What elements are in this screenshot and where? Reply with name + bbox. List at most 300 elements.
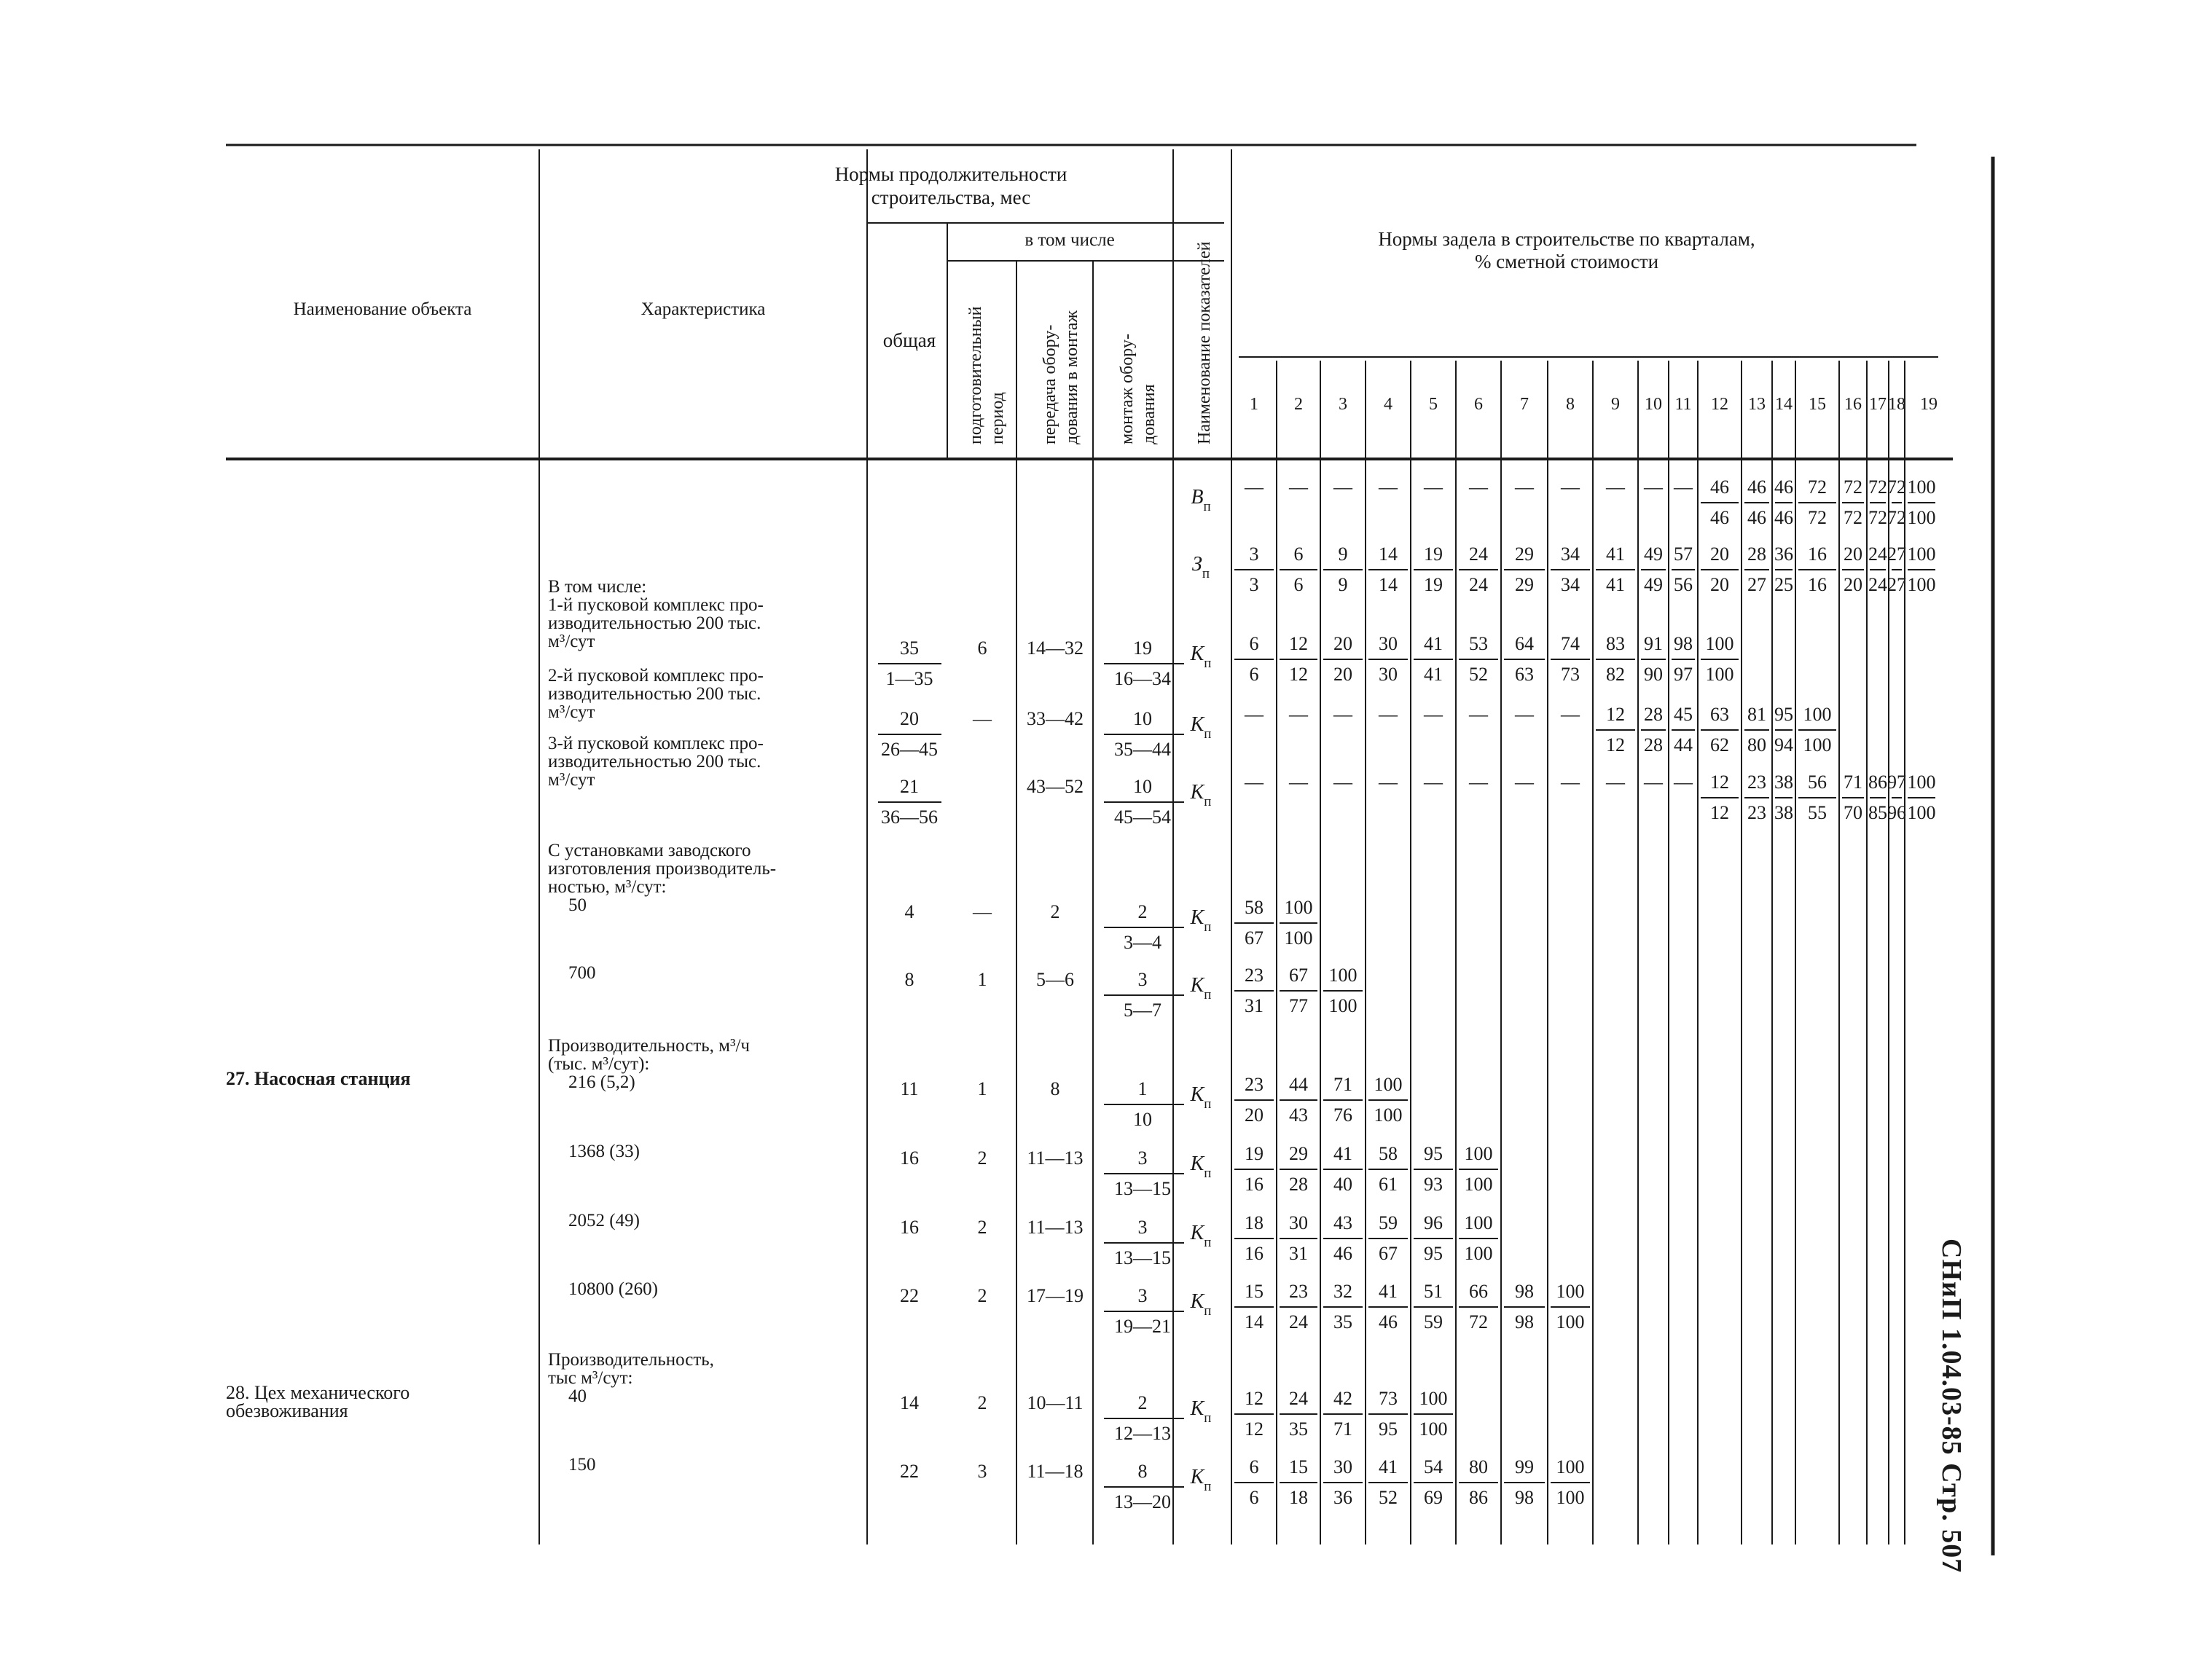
quarter-value: 94	[1774, 734, 1793, 755]
quarter-value: 27	[1887, 543, 1906, 565]
quarter-number: 6	[1474, 395, 1483, 414]
quarter-value: 42	[1333, 1388, 1352, 1409]
quarter-value: —	[1379, 772, 1398, 793]
mounting-value: 45—54	[1114, 806, 1171, 828]
quarter-value: 46	[1710, 507, 1729, 528]
transfer-value: 11—13	[1027, 1217, 1084, 1238]
quarter-number: 19	[1920, 395, 1938, 414]
quarter-value: —	[1515, 772, 1534, 793]
equipment-mounting-header: дования	[1140, 384, 1159, 444]
characteristic-text: 40	[568, 1386, 587, 1406]
mounting-value: 1	[1137, 1078, 1148, 1099]
quarter-value: 83	[1606, 633, 1625, 654]
total-duration: 21	[900, 776, 919, 797]
quarter-value: 58	[1245, 897, 1264, 918]
quarter-value: 71	[1333, 1074, 1352, 1095]
characteristic-text: 1368 (33)	[568, 1142, 640, 1161]
quarter-value: 96	[1424, 1212, 1443, 1233]
quarter-value: 12	[1289, 664, 1308, 685]
quarter-number: 1	[1250, 395, 1258, 414]
quarter-number: 10	[1645, 395, 1662, 414]
quarter-value: 38	[1774, 772, 1793, 793]
equipment-transfer-header: передача обору-	[1041, 324, 1059, 444]
quarter-value: 40	[1333, 1174, 1352, 1195]
prep-period-value: 2	[977, 1147, 987, 1169]
quarter-value: 27	[1747, 574, 1766, 595]
quarter-value: 69	[1424, 1487, 1443, 1508]
quarter-value: 38	[1774, 802, 1793, 823]
mounting-value: 13—20	[1114, 1491, 1171, 1512]
quarter-number: 2	[1294, 395, 1303, 414]
quarter-value: 98	[1674, 633, 1693, 654]
prep-period-value: 2	[977, 1217, 987, 1238]
quarter-value: 59	[1424, 1311, 1443, 1332]
characteristic-text: 1-й пусковой комплекс про-	[548, 595, 764, 615]
quarter-value: 16	[1245, 1174, 1264, 1195]
transfer-value: 5—6	[1036, 969, 1074, 990]
quarter-value: 96	[1887, 802, 1906, 823]
mounting-value: 19	[1133, 637, 1152, 659]
quarter-value: 20	[1333, 633, 1352, 654]
equipment-mounting-header: монтаж обору-	[1118, 334, 1137, 444]
quarter-value: —	[1289, 476, 1308, 498]
quarter-value: 93	[1424, 1174, 1443, 1195]
quarter-value: 98	[1515, 1311, 1534, 1332]
mounting-value: 8	[1137, 1461, 1148, 1482]
quarter-value: 23	[1747, 772, 1766, 793]
quarter-value: 97	[1674, 664, 1693, 685]
quarter-value: 86	[1469, 1487, 1488, 1508]
quarter-value: 24	[1289, 1388, 1308, 1409]
quarter-value: 46	[1747, 507, 1766, 528]
quarter-value: 30	[1289, 1212, 1308, 1233]
mounting-value: 13—15	[1114, 1247, 1171, 1268]
quarter-value: 35	[1289, 1418, 1308, 1440]
mounting-value: 2	[1137, 901, 1148, 922]
quarter-value: 6	[1249, 633, 1259, 654]
including-header: в том числе	[1025, 230, 1115, 250]
prep-period-value: 6	[977, 637, 987, 659]
total-duration: 1—35	[885, 668, 933, 689]
quarter-value: —	[1245, 476, 1264, 498]
quarter-value: 28	[1747, 543, 1766, 565]
quarter-value: —	[1424, 704, 1443, 725]
quarter-value: 14	[1245, 1311, 1264, 1332]
characteristic-text: изводительностью 200 тыс.	[548, 684, 761, 704]
quarter-value: 19	[1245, 1143, 1264, 1164]
mounting-value: 3	[1137, 1217, 1148, 1238]
quarter-value: 77	[1289, 995, 1308, 1016]
quarter-value: 41	[1333, 1143, 1352, 1164]
quarter-value: 67	[1245, 927, 1264, 949]
quarter-value: 12	[1289, 633, 1308, 654]
backlog-norms-header: Нормы задела в строительстве по кварталам,	[1378, 228, 1755, 250]
indicator-symbol: $З_п$	[1191, 553, 1210, 581]
transfer-value: 43—52	[1027, 776, 1084, 797]
quarter-number: 12	[1711, 395, 1728, 414]
characteristic-text: В том числе:	[548, 577, 647, 597]
quarter-value: 66	[1469, 1281, 1488, 1302]
quarter-value: —	[1644, 476, 1663, 498]
quarter-value: —	[1469, 772, 1488, 793]
quarter-value: —	[1379, 476, 1398, 498]
quarter-value: 6	[1293, 543, 1304, 565]
mounting-value: 16—34	[1114, 668, 1171, 689]
quarter-value: 95	[1774, 704, 1793, 725]
prep-period-header: период	[988, 392, 1007, 444]
quarter-value: —	[1289, 772, 1308, 793]
quarter-value: 6	[1249, 1456, 1259, 1477]
characteristic-text: 50	[568, 895, 587, 915]
quarter-value: 72	[1868, 507, 1887, 528]
quarter-value: 54	[1424, 1456, 1443, 1477]
prep-period-value: —	[973, 901, 992, 922]
quarter-number: 15	[1809, 395, 1826, 414]
quarter-value: —	[1561, 704, 1580, 725]
quarter-value: 3	[1249, 543, 1259, 565]
indicator-symbol: $К_п$	[1190, 1466, 1212, 1494]
quarter-value: 100	[1328, 995, 1358, 1016]
characteristic-text: м³/сут	[548, 702, 595, 722]
quarter-value: —	[1515, 704, 1534, 725]
transfer-value: 8	[1050, 1078, 1060, 1099]
indicator-symbol: $К_п$	[1190, 643, 1212, 671]
quarter-value: 46	[1774, 507, 1793, 528]
quarter-value: 28	[1644, 734, 1663, 755]
indicator-symbol: $К_п$	[1190, 906, 1212, 935]
quarter-value: 100	[1556, 1456, 1585, 1477]
quarter-value: —	[1515, 476, 1534, 498]
object-name: 28. Цех механического	[226, 1382, 410, 1403]
indicator-symbol: $К_п$	[1190, 1397, 1212, 1426]
quarter-value: 52	[1379, 1487, 1398, 1508]
quarter-value: —	[1469, 704, 1488, 725]
quarter-value: 61	[1379, 1174, 1398, 1195]
quarter-value: 100	[1374, 1104, 1403, 1126]
quarter-value: 100	[1419, 1418, 1448, 1440]
quarter-value: 23	[1289, 1281, 1308, 1302]
quarter-value: 100	[1556, 1281, 1585, 1302]
quarter-value: 56	[1674, 574, 1693, 595]
indicator-symbol: $К_п$	[1190, 1222, 1212, 1250]
quarter-value: —	[1644, 772, 1663, 793]
quarter-value: 100	[1907, 476, 1936, 498]
quarter-value: 36	[1774, 543, 1793, 565]
quarter-value: 24	[1469, 543, 1488, 565]
quarter-value: 98	[1515, 1281, 1534, 1302]
characteristic-text: 3-й пусковой комплекс про-	[548, 734, 764, 753]
quarter-value: 64	[1515, 633, 1534, 654]
quarter-value: 41	[1379, 1281, 1398, 1302]
mounting-value: 35—44	[1114, 739, 1171, 760]
quarter-value: 3	[1249, 574, 1259, 595]
prep-period-header: подготовительный	[966, 306, 985, 444]
quarter-value: 100	[1374, 1074, 1403, 1095]
quarter-value: 6	[1249, 664, 1259, 685]
quarter-value: 15	[1289, 1456, 1308, 1477]
characteristic-text: ностью, м³/сут:	[548, 877, 667, 897]
quarter-value: 63	[1710, 704, 1729, 725]
mounting-value: 10	[1133, 776, 1152, 797]
characteristic-text: 700	[568, 963, 596, 983]
quarter-value: 85	[1868, 802, 1887, 823]
quarter-value: —	[1606, 476, 1625, 498]
quarter-value: —	[1333, 772, 1352, 793]
quarter-value: 34	[1561, 543, 1580, 565]
quarter-value: 100	[1328, 965, 1358, 986]
mounting-value: 13—15	[1114, 1178, 1171, 1199]
quarter-value: 20	[1710, 543, 1729, 565]
quarter-value: 23	[1245, 965, 1264, 986]
quarter-value: 56	[1808, 772, 1827, 793]
indicator-symbol: $К_п$	[1190, 1153, 1212, 1181]
quarter-value: 53	[1469, 633, 1488, 654]
characteristic-text: Производительность, м³/ч	[548, 1036, 750, 1056]
quarter-value: 49	[1644, 543, 1663, 565]
quarter-value: 20	[1844, 574, 1862, 595]
prep-period-value: 3	[977, 1461, 987, 1482]
mounting-value: 2	[1137, 1392, 1148, 1413]
quarter-value: 72	[1844, 507, 1862, 528]
quarter-value: —	[1333, 704, 1352, 725]
object-name: обезвоживания	[226, 1400, 348, 1421]
quarter-value: 100	[1907, 543, 1936, 565]
quarter-value: 100	[1464, 1212, 1493, 1233]
quarter-value: 20	[1710, 574, 1729, 595]
quarter-value: 43	[1289, 1104, 1308, 1126]
quarter-value: 12	[1606, 734, 1625, 755]
quarter-value: 72	[1887, 507, 1906, 528]
quarter-value: 100	[1464, 1174, 1493, 1195]
quarter-value: 49	[1644, 574, 1663, 595]
quarter-value: 100	[1705, 664, 1734, 685]
quarter-value: 80	[1747, 734, 1766, 755]
characteristic-text: 10800 (260)	[568, 1279, 658, 1299]
quarter-value: 100	[1284, 897, 1313, 918]
quarter-value: 12	[1710, 772, 1729, 793]
quarter-value: 12	[1710, 802, 1729, 823]
quarter-number: 5	[1429, 395, 1438, 414]
quarter-number: 16	[1844, 395, 1862, 414]
backlog-norms-header: % сметной стоимости	[1474, 251, 1659, 272]
quarter-value: 16	[1808, 543, 1827, 565]
quarter-value: 43	[1333, 1212, 1352, 1233]
quarter-value: 95	[1424, 1243, 1443, 1264]
mounting-value: 10	[1133, 708, 1152, 729]
quarter-value: 86	[1868, 772, 1887, 793]
quarter-value: 67	[1289, 965, 1308, 986]
quarter-value: —	[1606, 772, 1625, 793]
quarter-value: 25	[1774, 574, 1793, 595]
object-name-header: Наименование объекта	[293, 299, 472, 319]
characteristic-text: (тыс. м³/сут):	[548, 1054, 650, 1074]
quarter-value: 15	[1245, 1281, 1264, 1302]
total-duration: 4	[904, 901, 914, 922]
characteristic-text: м³/сут	[548, 770, 595, 790]
quarter-value: 51	[1424, 1281, 1443, 1302]
quarter-value: 63	[1515, 664, 1534, 685]
quarter-value: —	[1245, 704, 1264, 725]
characteristic-text: изводительностью 200 тыс.	[548, 613, 761, 633]
equipment-transfer-header: дования в монтаж	[1062, 310, 1081, 444]
quarter-value: 100	[1419, 1388, 1448, 1409]
quarter-value: 30	[1333, 1456, 1352, 1477]
quarter-value: 62	[1710, 734, 1729, 755]
quarter-number: 8	[1566, 395, 1575, 414]
quarter-value: 80	[1469, 1456, 1488, 1477]
quarter-value: 58	[1379, 1143, 1398, 1164]
total-duration: 8	[904, 969, 914, 990]
transfer-value: 17—19	[1027, 1285, 1084, 1306]
quarter-number: 9	[1611, 395, 1620, 414]
indicator-symbol: $К_п$	[1190, 713, 1212, 742]
characteristic-text: м³/сут	[548, 632, 595, 651]
quarter-value: —	[1561, 476, 1580, 498]
total-duration: 11	[900, 1078, 919, 1099]
quarter-value: —	[1333, 476, 1352, 498]
quarter-value: 72	[1469, 1311, 1488, 1332]
total-duration: 26—45	[881, 739, 938, 760]
quarter-value: 46	[1710, 476, 1729, 498]
quarter-value: 20	[1333, 664, 1352, 685]
quarter-value: 9	[1338, 574, 1348, 595]
quarter-number: 3	[1339, 395, 1347, 414]
quarter-value: —	[1289, 704, 1308, 725]
quarter-value: 16	[1245, 1243, 1264, 1264]
indicator-symbol: $К_п$	[1190, 781, 1212, 809]
characteristic-text: 2052 (49)	[568, 1211, 640, 1230]
quarter-value: 46	[1774, 476, 1793, 498]
duration-norms-header: строительства, мес	[871, 187, 1031, 208]
total-header: общая	[882, 329, 936, 351]
quarter-value: 29	[1515, 574, 1534, 595]
quarter-value: 36	[1333, 1487, 1352, 1508]
page-side-label: СНиП 1.04.03-85 Стр. 507	[1936, 1239, 1967, 1574]
characteristic-text: С установками заводского	[548, 841, 751, 860]
mounting-value: 3	[1137, 1285, 1148, 1306]
mounting-value: 3—4	[1124, 932, 1161, 953]
transfer-value: 33—42	[1027, 708, 1084, 729]
quarter-value: 41	[1424, 633, 1443, 654]
quarter-number: 13	[1748, 395, 1766, 414]
quarter-value: 18	[1289, 1487, 1308, 1508]
characteristic-text: 2-й пусковой комплекс про-	[548, 666, 764, 686]
total-duration: 22	[900, 1461, 919, 1482]
mounting-value: 5—7	[1124, 1000, 1161, 1021]
quarter-value: 100	[1464, 1243, 1493, 1264]
quarter-value: 27	[1887, 574, 1906, 595]
quarter-value: —	[1561, 772, 1580, 793]
total-duration: 20	[900, 708, 919, 729]
quarter-value: 99	[1515, 1456, 1534, 1477]
mounting-value: 3	[1137, 969, 1148, 990]
quarter-value: 35	[1333, 1311, 1352, 1332]
indicator-symbol: $К_п$	[1190, 974, 1212, 1002]
quarter-value: 76	[1333, 1104, 1352, 1126]
quarter-number: 18	[1888, 395, 1905, 414]
transfer-value: 14—32	[1027, 637, 1084, 659]
quarter-value: 100	[1556, 1487, 1585, 1508]
quarter-value: 100	[1705, 633, 1734, 654]
mounting-value: 3	[1137, 1147, 1148, 1169]
quarter-value: 18	[1245, 1212, 1264, 1233]
characteristic-text: 150	[568, 1455, 596, 1475]
quarter-value: 90	[1644, 664, 1663, 685]
quarter-value: 45	[1674, 704, 1693, 725]
quarter-value: 16	[1808, 574, 1827, 595]
duration-norms-header: Нормы продолжительности	[834, 163, 1067, 185]
quarter-value: 100	[1464, 1143, 1493, 1164]
indicator-symbol: $К_п$	[1190, 1083, 1212, 1112]
quarter-value: 82	[1606, 664, 1625, 685]
quarter-value: 23	[1747, 802, 1766, 823]
quarter-value: —	[1674, 772, 1693, 793]
indicator-symbol: $В_п$	[1191, 486, 1211, 514]
quarter-value: 34	[1561, 574, 1580, 595]
quarter-number: 11	[1674, 395, 1692, 414]
characteristic-text: 216 (5,2)	[568, 1072, 635, 1092]
quarter-value: 46	[1333, 1243, 1352, 1264]
quarter-value: 20	[1245, 1104, 1264, 1126]
quarter-value: 95	[1424, 1143, 1443, 1164]
quarter-value: 81	[1747, 704, 1766, 725]
quarter-value: 46	[1747, 476, 1766, 498]
quarter-value: 29	[1289, 1143, 1308, 1164]
prep-period-value: 2	[977, 1392, 987, 1413]
quarter-value: 12	[1245, 1418, 1264, 1440]
quarter-value: 44	[1674, 734, 1693, 755]
prep-period-value: —	[973, 708, 992, 729]
quarter-value: 100	[1907, 802, 1936, 823]
quarter-value: 24	[1868, 543, 1887, 565]
quarter-value: 19	[1424, 543, 1443, 565]
quarter-value: 100	[1284, 927, 1313, 949]
transfer-value: 10—11	[1027, 1392, 1084, 1413]
quarter-value: 72	[1808, 507, 1827, 528]
quarter-value: 24	[1868, 574, 1887, 595]
characteristic-text: Производительность,	[548, 1350, 714, 1370]
quarter-value: —	[1424, 772, 1443, 793]
total-duration: 22	[900, 1285, 919, 1306]
quarter-value: 14	[1379, 543, 1398, 565]
quarter-value: 57	[1674, 543, 1693, 565]
indicator-name-header: Наименование показателей	[1195, 241, 1214, 444]
quarter-value: 98	[1515, 1487, 1534, 1508]
quarter-value: 32	[1333, 1281, 1352, 1302]
quarter-value: 55	[1808, 802, 1827, 823]
quarter-value: 6	[1293, 574, 1304, 595]
characteristic-text: изготовления производитель-	[548, 859, 777, 879]
quarter-number: 4	[1384, 395, 1392, 414]
quarter-value: 44	[1289, 1074, 1308, 1095]
quarter-value: 28	[1644, 704, 1663, 725]
quarter-value: 41	[1424, 664, 1443, 685]
quarter-value: 72	[1868, 476, 1887, 498]
quarter-value: 100	[1907, 574, 1936, 595]
quarter-value: 52	[1469, 664, 1488, 685]
quarter-value: 46	[1379, 1311, 1398, 1332]
quarter-value: —	[1469, 476, 1488, 498]
quarter-value: 95	[1379, 1418, 1398, 1440]
characteristic-text: изводительностью 200 тыс.	[548, 752, 761, 772]
prep-period-value: 2	[977, 1285, 987, 1306]
quarter-value: 73	[1561, 664, 1580, 685]
quarter-value: 23	[1245, 1074, 1264, 1095]
prep-period-value: 1	[977, 1078, 987, 1099]
transfer-value: 2	[1050, 901, 1060, 922]
quarter-value: 71	[1333, 1418, 1352, 1440]
total-duration: 36—56	[881, 806, 938, 828]
